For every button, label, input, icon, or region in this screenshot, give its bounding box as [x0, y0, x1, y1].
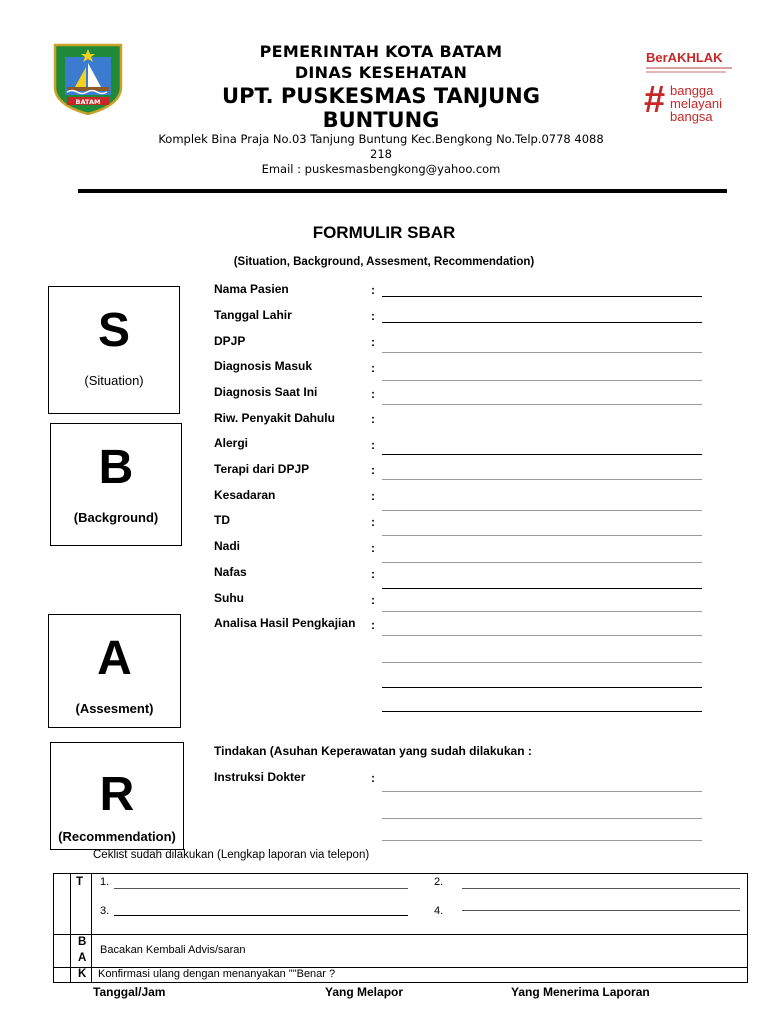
field-line-analisa-1[interactable] [382, 635, 702, 636]
header-government: PEMERINTAH KOTA BATAM [259, 42, 503, 61]
sbar-letter-a: A [97, 632, 132, 685]
field-label-terapi-dpjp: Terapi dari DPJP [214, 462, 310, 476]
sbar-box-situation [48, 286, 180, 414]
sbar-caption-r: (Recommendation) [58, 829, 176, 844]
checklist-item-3-line[interactable] [114, 915, 408, 916]
berakhlak-text: BerAKHLAK [646, 50, 723, 65]
field-line-terapi-dpjp[interactable] [382, 479, 702, 480]
berakhlak-logo [640, 40, 738, 130]
berakhlak-underline-2 [646, 71, 726, 73]
hashtag-icon: # [644, 79, 666, 121]
field-colon: : [371, 463, 375, 477]
checklist-item-2-line[interactable] [462, 888, 740, 889]
footer-yang-menerima: Yang Menerima Laporan [511, 985, 650, 999]
field-label-diagnosis-saat-ini: Diagnosis Saat Ini [214, 385, 318, 399]
logo-left-text: BATAM [75, 98, 101, 106]
field-line-nadi[interactable] [382, 562, 702, 563]
sbar-letter-s: S [97, 304, 130, 357]
checklist-letter-a: A [78, 952, 87, 964]
field-line-analisa-2[interactable] [382, 662, 702, 663]
field-label-diagnosis-masuk: Diagnosis Masuk [214, 359, 313, 373]
checklist-item-2-number: 2. [434, 876, 444, 888]
field-label-tanggal-lahir: Tanggal Lahir [214, 308, 292, 322]
form-subtitle: (Situation, Background, Assesment, Recommendation) [233, 256, 535, 268]
header-institution-line2: BUNTUNG [322, 108, 440, 132]
field-line-analisa-3[interactable] [382, 687, 702, 688]
field-line-kesadaran[interactable] [382, 510, 702, 511]
header-address-line2: 218 [370, 147, 392, 161]
field-label-nama-pasien: Nama Pasien [214, 282, 289, 296]
field-label-nadi: Nadi [214, 539, 241, 553]
field-label-alergi: Alergi [214, 436, 249, 450]
sbar-box-assesment [48, 614, 181, 728]
field-label-kesadaran: Kesadaran [214, 488, 276, 502]
instruksi-colon: : [371, 771, 375, 785]
tagline-bangga: bangga [670, 83, 714, 98]
field-colon: : [371, 387, 375, 401]
table-col-divider-1 [70, 874, 71, 982]
sbar-caption-a: (Assesment) [75, 701, 154, 716]
checklist-item-3-number: 3. [100, 905, 110, 917]
field-colon: : [371, 438, 375, 452]
header-department: DINAS KESEHATAN [294, 63, 468, 82]
header-divider [78, 189, 727, 193]
field-colon: : [371, 412, 375, 426]
footer-tanggal-jam: Tanggal/Jam [93, 985, 166, 999]
checklist-table [53, 873, 748, 983]
field-colon: : [371, 283, 375, 297]
batam-city-logo [53, 43, 123, 115]
field-colon: : [371, 335, 375, 349]
field-line-diagnosis-masuk[interactable] [382, 380, 702, 381]
checklist-letter-b: B [78, 936, 87, 948]
field-line-diagnosis-saat-ini[interactable] [382, 404, 702, 405]
field-colon: : [371, 618, 375, 632]
checklist-title: Ceklist sudah dilakukan (Lengkap laporan via telepon) [93, 849, 370, 861]
header-address [140, 132, 622, 162]
field-label-nafas: Nafas [214, 565, 247, 579]
instruksi-label: Instruksi Dokter [214, 770, 306, 784]
sbar-letter-r: R [99, 768, 135, 821]
field-line-nafas[interactable] [382, 588, 702, 589]
checklist-k-text: Konfirmasi ulang dengan menanyakan ""Benar ? [98, 968, 336, 980]
tagline-bangsa: bangsa [670, 109, 713, 124]
header-address-line1: Komplek Bina Praja No.03 Tanjung Buntung Kec.Bengkong No.Telp.0778 4088 [158, 132, 604, 146]
field-colon: : [371, 567, 375, 581]
field-colon: : [371, 541, 375, 555]
field-label-riwayat-penyakit: Riw. Penyakit Dahulu [214, 411, 335, 425]
checklist-item-4-number: 4. [434, 905, 444, 917]
instruksi-line-3[interactable] [382, 840, 702, 841]
checklist-letter-t: T [76, 876, 84, 888]
field-label-suhu: Suhu [214, 591, 244, 605]
field-line-alergi[interactable] [382, 454, 702, 455]
checklist-item-4-line[interactable] [462, 910, 740, 911]
header-email: Email : puskesmasbengkong@yahoo.com [261, 162, 501, 176]
checklist-item-1-line[interactable] [114, 888, 408, 889]
checklist-letter-k: K [78, 968, 87, 980]
instruksi-line-2[interactable] [382, 818, 702, 819]
field-colon: : [371, 309, 375, 323]
table-col-divider-2 [91, 874, 92, 982]
field-label-dpjp: DPJP [214, 334, 246, 348]
form-title: FORMULIR SBAR [312, 223, 456, 242]
checklist-item-1-number: 1. [100, 876, 110, 888]
tagline-melayani: melayani [670, 96, 723, 111]
field-line-nama-pasien[interactable] [382, 296, 702, 297]
footer-yang-melapor: Yang Melapor [325, 985, 404, 999]
field-line-dpjp[interactable] [382, 352, 702, 353]
field-colon: : [371, 489, 375, 503]
instruksi-line-1[interactable] [382, 791, 702, 792]
table-row-divider-1 [54, 934, 747, 935]
field-label-analisa: Analisa Hasil Pengkajian [214, 616, 356, 630]
field-line-suhu[interactable] [382, 611, 702, 612]
field-label-td: TD [214, 513, 230, 527]
field-colon: : [371, 593, 375, 607]
checklist-bak-text: Bacakan Kembali Advis/saran [100, 944, 246, 956]
field-colon: : [371, 361, 375, 375]
sbar-letter-b: B [98, 441, 134, 494]
field-line-td[interactable] [382, 535, 702, 536]
field-line-analisa-4[interactable] [382, 711, 702, 712]
field-line-tanggal-lahir[interactable] [382, 322, 702, 323]
sbar-box-background [50, 423, 182, 546]
sbar-caption-b: (Background) [73, 510, 159, 525]
sbar-box-recommendation [50, 742, 184, 850]
tindakan-label: Tindakan (Asuhan Keperawatan yang sudah dilakukan : [214, 744, 532, 758]
field-colon: : [371, 515, 375, 529]
header-institution-line1: UPT. PUSKESMAS TANJUNG [222, 84, 540, 108]
header-institution [140, 84, 622, 132]
sbar-caption-s: (Situation) [84, 373, 144, 388]
berakhlak-underline [646, 67, 732, 69]
